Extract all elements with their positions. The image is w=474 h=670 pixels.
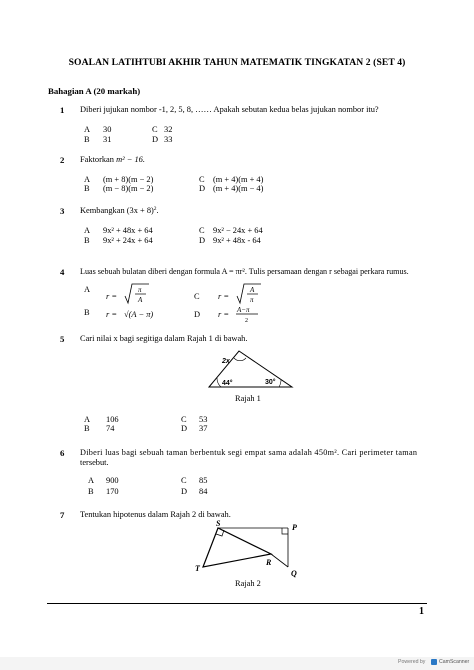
option-label: A [84,175,91,184]
option-label: C [194,292,200,301]
math-lhs: r = [106,292,118,301]
question-text: Diberi luas bagi sebuah taman berbentuk segi empat sama adalah 450m². Cari perimeter taman [80,448,418,457]
vertex-label: S [216,519,221,528]
question-number: 4 [60,267,65,277]
question-text: Luas sebuah bulatan diberi dengan formula A = πr². Tulis persamaan dengan r sebagai perkara rumus. [80,267,409,276]
option-value: 106 [106,415,119,424]
vertex-label: P [292,523,297,532]
vertex-label: Q [291,569,297,578]
question-number: 5 [60,334,65,344]
question-text: Diberi jujukan nombor -1, 2, 5, 8, …… Apakah sebutan kedua belas jujukan nombor itu? [80,105,379,114]
option-label: A [88,476,95,485]
math-lhs: r = [106,310,118,319]
powered-by-text: Powered by [398,659,426,665]
math-expression: m² − 16. [116,155,145,164]
option-value: 32 [164,125,173,134]
option-label: C [181,415,187,424]
fraction-numerator: π [138,286,142,294]
option-label: D [199,236,206,245]
option-label: D [194,310,201,319]
option-value: 74 [106,424,115,433]
option-label: C [181,476,187,485]
option-label: B [88,487,94,496]
camscanner-icon [431,659,437,665]
question-number: 3 [60,206,65,216]
option-value: 30 [103,125,112,134]
footer-rule [47,603,427,604]
option-label: A [84,285,91,294]
option-value: 85 [199,476,208,485]
option-label: D [181,487,188,496]
option-label: D [199,184,206,193]
figure-caption: Rajah 2 [235,579,261,588]
option-value: 37 [199,424,208,433]
math-value: √(A − π) [124,310,154,319]
question-text: Cari nilai x bagi segitiga dalam Rajah 1 di bawah. [80,334,248,343]
question-text: Tentukan hipotenus dalam Rajah 2 di bawah. [80,510,231,519]
fraction-denominator: 2 [245,318,248,324]
option-value: 53 [199,415,208,424]
option-label: C [199,226,205,235]
option-label: A [84,415,91,424]
option-label: A [84,226,91,235]
math-lhs: r = [218,310,230,319]
option-value: 33 [164,135,173,144]
option-label: B [84,308,90,317]
math-lhs: r = [218,292,230,301]
question-text: tersebut. [80,458,109,467]
fraction-numerator: A−π [237,306,250,314]
page-title: SOALAN LATIHTUBI AKHIR TAHUN MATEMATIK TINGKATAN 2 (SET 4) [68,57,406,68]
option-value: 9x² + 24x + 64 [103,236,153,245]
option-label: D [181,424,188,433]
option-label: B [84,184,90,193]
question-number: 1 [60,105,65,115]
triangle-figure-2 [193,518,309,580]
option-value: 170 [106,487,119,496]
camscanner-brand: CamScanner [439,659,470,665]
option-label: B [84,424,90,433]
question-number: 6 [60,448,65,458]
angle-label: 2x [222,358,230,365]
sqrt-fraction-a [124,283,150,307]
option-value: 9x² − 24x + 64 [213,226,263,235]
question-text: Kembangkan $(3x + 8)^2$. [80,206,159,215]
option-value: 84 [199,487,208,496]
option-label: B [84,236,90,245]
option-value: 31 [103,135,112,144]
option-label: B [84,135,90,144]
fraction-d [234,303,262,327]
triangle-figure-1 [205,346,297,391]
option-value: 9x² + 48x - 64 [213,236,261,245]
option-label: A [84,125,91,134]
section-heading: Bahagian A (20 markah) [48,86,141,96]
fraction-denominator: A [138,296,143,304]
option-value: 9x² + 48x + 64 [103,226,153,235]
option-value: (m + 4)(m − 4) [213,184,264,193]
option-label: C [199,175,205,184]
fraction-denominator: π [250,296,254,304]
vertex-label: T [195,564,200,573]
page-number: 1 [419,606,424,617]
fraction-numerator: A [250,286,255,294]
vertex-label: R [266,558,272,567]
option-value: (m + 4)(m + 4) [213,175,264,184]
question-number: 2 [60,155,65,165]
option-label: C [152,125,158,134]
option-value: 900 [106,476,119,485]
angle-label: 30° [265,379,276,386]
angle-label: 44° [222,380,233,387]
option-value: (m − 8)(m − 2) [103,184,154,193]
question-number: 7 [60,510,65,520]
option-label: D [152,135,159,144]
question-text: Faktorkan m² − 16. [80,155,145,164]
option-value: (m + 8)(m − 2) [103,175,154,184]
figure-caption: Rajah 1 [235,394,261,403]
